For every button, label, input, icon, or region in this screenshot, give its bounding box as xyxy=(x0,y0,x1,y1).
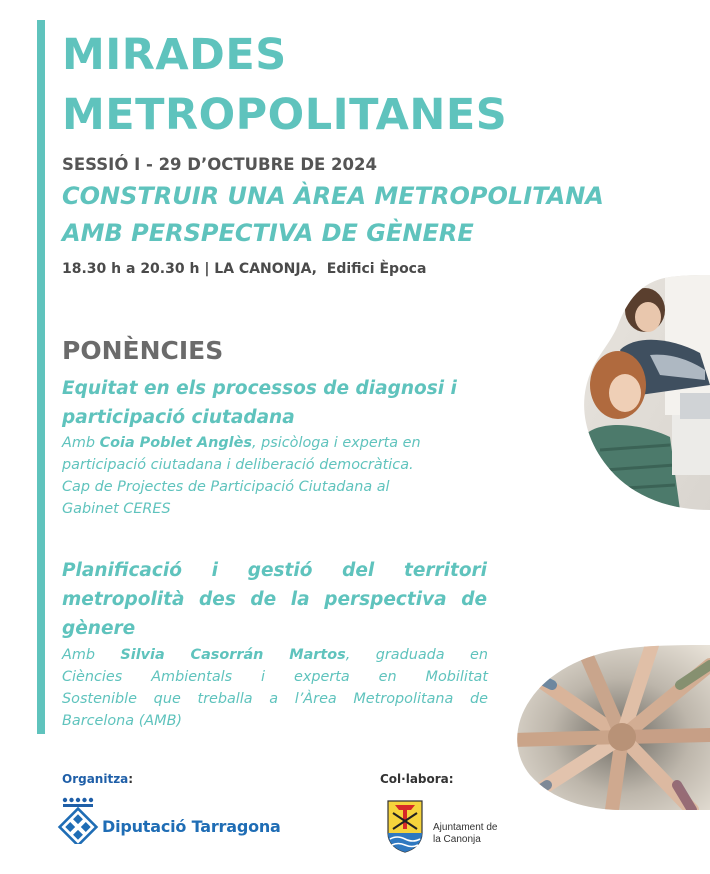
event-title xyxy=(62,25,507,145)
talk-2-desc-line-4: Barcelona (AMB) xyxy=(62,713,183,729)
accent-bar xyxy=(37,20,45,734)
organitza-text: Organitza xyxy=(62,772,129,786)
section-heading: PONÈNCIES xyxy=(62,336,224,365)
talk-2-desc-line-3: Sostenible que treballa a l’Àrea Metropolitana de xyxy=(62,691,488,707)
talk-2-title-line-3: gènere xyxy=(62,618,136,639)
organitza-colon: : xyxy=(128,772,134,786)
collaborator-line-2: la Canonja xyxy=(433,834,481,845)
talk-1-description xyxy=(62,432,488,520)
talk-1-desc-rest: , psicòloga i experta en xyxy=(251,435,421,451)
talk-1-speaker: Coia Poblet Anglès xyxy=(99,435,252,451)
talk-1-title-line-1: Equitat en els processos de diagnosi i xyxy=(62,378,457,399)
subtitle-line-2: AMB PERSPECTIVA DE GÈNERE xyxy=(62,219,474,247)
organitza-label xyxy=(62,772,133,786)
talk-2-title-line-1: Planificació i gestió del territori xyxy=(62,560,487,581)
talk-2-desc-line-2: Ciències Ambientals i experta en Mobilitat xyxy=(62,669,488,685)
talk-2-description xyxy=(62,644,488,732)
title-line-1: MIRADES xyxy=(62,30,287,80)
talk-1-desc-line-4: Gabinet CERES xyxy=(62,501,171,517)
talk-1-title xyxy=(62,374,487,432)
title-line-2: METROPOLITANES xyxy=(62,90,508,140)
time-place: 18.30 h a 20.30 h | LA CANONJA, Edifici Època xyxy=(62,261,427,277)
organizer-name: Diputació Tarragona xyxy=(102,817,281,836)
talk-2-desc-rest: , graduada en xyxy=(345,647,488,663)
photo-hands-circle xyxy=(512,645,710,810)
session-date: SESSIÓ I - 29 D’OCTUBRE DE 2024 xyxy=(62,155,377,174)
talk-1-desc-line-1 xyxy=(62,432,488,454)
diputacio-logo-icon xyxy=(57,796,99,844)
talk-1-desc-line-3: Cap de Projectes de Participació Ciutadana al xyxy=(62,479,390,495)
talk-2-prefix: Amb xyxy=(62,647,121,663)
talk-2-title xyxy=(62,556,487,643)
photo-women-at-computer xyxy=(580,275,710,510)
talk-1-title-line-2: participació ciutadana xyxy=(62,407,295,428)
talk-1-prefix: Amb xyxy=(62,435,100,451)
subtitle-line-1: CONSTRUIR UNA ÀREA METROPOLITANA xyxy=(62,182,604,210)
event-subtitle xyxy=(62,178,604,252)
talk-2-speaker: Silvia Casorrán Martos xyxy=(120,647,346,663)
collaborator-line-1: Ajuntament de xyxy=(433,822,498,833)
talk-1-desc-line-2: participació ciutadana i deliberació democràtica. xyxy=(62,457,414,473)
talk-2-title-line-2: metropolità des de la perspectiva de xyxy=(62,589,487,610)
collabora-label: Col·labora: xyxy=(380,772,454,786)
collaborator-name xyxy=(433,822,498,846)
talk-2-desc-line-1 xyxy=(62,644,488,666)
canonja-coat-of-arms-icon xyxy=(386,799,424,853)
